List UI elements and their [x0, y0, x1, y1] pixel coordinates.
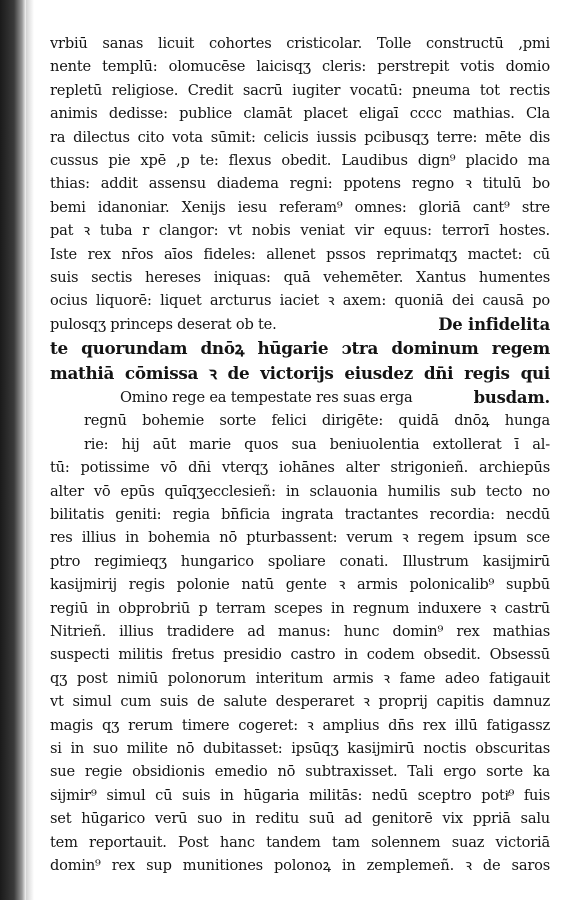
- page-gutter-shadow: [26, 0, 34, 900]
- text-line: bilitatis geniti: regia bn̄ficia ingrata tractantes recordia: necdū: [50, 506, 550, 524]
- text-line: alter vō epūs quīqʒecclesieñ: in sclauonia humilis sub tecto no: [50, 482, 550, 500]
- text-line: set hūgarico verū suo in reditu suū ad genitorē vix ppriā salu: [50, 810, 550, 828]
- text-line: sijmir⁹ simul cū suis in hūgaria militās: nedū sceptro potiͬ⁹ fuis: [50, 786, 550, 804]
- text-line: Iste rex nr̄os aīos fideles: allenet pssos reprimatqʒ mactet: cū: [50, 245, 550, 263]
- text-line: repletū religiose. Credit sacrū iugiter vocatū: pneuma tot rectis: [50, 81, 550, 99]
- text-line: res illius in bohemia nō pturbassent: verum ꝛ regem ipsum sce: [50, 529, 550, 547]
- text-line: suis sectis hereses iniquas: quā vehemēter. Xantus humentes: [50, 268, 550, 286]
- text-line: sue regie obsidionis emedio nō subtraxisset. Tali ergo sorte ka: [50, 763, 550, 781]
- text-line: ptro regimieqʒ hungarico spoliare conati. Illustrum kasijmirū: [50, 552, 550, 570]
- chapter-heading-start: De infidelita: [438, 314, 550, 334]
- text-line: cussus pie xpē ,p te: flexus obedit. Laudibus dign⁹ placido ma: [50, 151, 550, 169]
- text-line: ocius liquorē: liquet arcturus iaciet ꝛ axem: quoniā dei causā po: [50, 292, 550, 310]
- text-line: pat ꝛ tuba r clangor: vt nobis veniat vir equus: terrorī hostes.: [50, 222, 550, 240]
- text-line: animis dedisse: publice clamāt placet eligaī cccc mathias. Cla: [50, 105, 550, 123]
- text-line: regiū in obprobriū p terram scepes in regnum induxere ꝛ castrū: [50, 599, 550, 617]
- text-line: ra dilectus cito vota sūmit: celicis iussis pcibusqʒ terre: mēte dis: [50, 128, 550, 146]
- text-line: qʒ post nimiū polonorum interitum armis ꝛ fame adeo fatigauit: [50, 669, 550, 687]
- text-line: domin⁹ rex sup munitiones polonoꝝ in zemplemeñ. ꝛ de saros: [50, 856, 550, 874]
- text-line-start: Omino rege ea tempestate res suas erga: [120, 389, 413, 407]
- initial-text-line: [50, 386, 550, 409]
- text-line: kasijmirij regis polonie natū gente ꝛ armis polonicalib⁹ supbū: [50, 576, 550, 594]
- text-line: bemi idanoniar. Xenijs iesu referam⁹ omnes: gloriā cant⁹ stre: [50, 198, 550, 216]
- chapter-heading-end: busdam.: [473, 388, 550, 408]
- text-line-with-heading: [50, 313, 550, 336]
- book-binding-gutter: [0, 0, 26, 900]
- chapter-heading-line: mathiā cōmissa ꝛ de victorijs eiusdez dn̄i regis qui: [50, 363, 550, 384]
- text-line: tem reportauit. Post hanc tandem tam solennem suaz victoriā: [50, 833, 550, 851]
- text-line: rie: hij aūt marie quos sua beniuolentia extollerat ī al-: [84, 435, 550, 453]
- text-line: tū: potissime vō dn̄i vterqʒ iohānes alter strigonieñ. archiepūs: [50, 459, 550, 477]
- text-line: nente templū: olomucēse laicisqʒ cleris: perstrepit votis domio: [50, 58, 550, 76]
- text-line: si in suo milite nō dubitasset: ipsūqʒ kasijmirū noctis obscuritas: [50, 739, 550, 757]
- text-line: vt simul cum suis de salute desperaret ꝛ proprij capitis damnuz: [50, 693, 550, 711]
- text-line: vrbiū sanas licuit cohortes cristicolar. Tolle constructū ,pmi: [50, 35, 550, 52]
- text-line: Nitrieñ. illius tradidere ad manus: hunc domin⁹ rex mathias: [50, 622, 550, 640]
- text-line: regnū bohemie sorte felici dirigēte: quidā dnōꝝ hunga: [84, 412, 550, 430]
- text-line-end: pulosqʒ princeps deserat ob te.: [50, 315, 277, 333]
- text-line: magis qʒ rerum timere cogeret: ꝛ amplius dn̄s rex illū fatigassz: [50, 716, 550, 734]
- text-line: suspecti militis fretus presidio castro in codem obsedit. Obsessū: [50, 646, 550, 664]
- chapter-heading-line: te quorundam dnōꝝ hūgarie ɔtra dominum regem: [50, 338, 550, 359]
- text-line: thias: addit assensu diadema regni: ppotens regno ꝛ titulū bo: [50, 175, 550, 193]
- incunabula-text-block: [50, 32, 550, 877]
